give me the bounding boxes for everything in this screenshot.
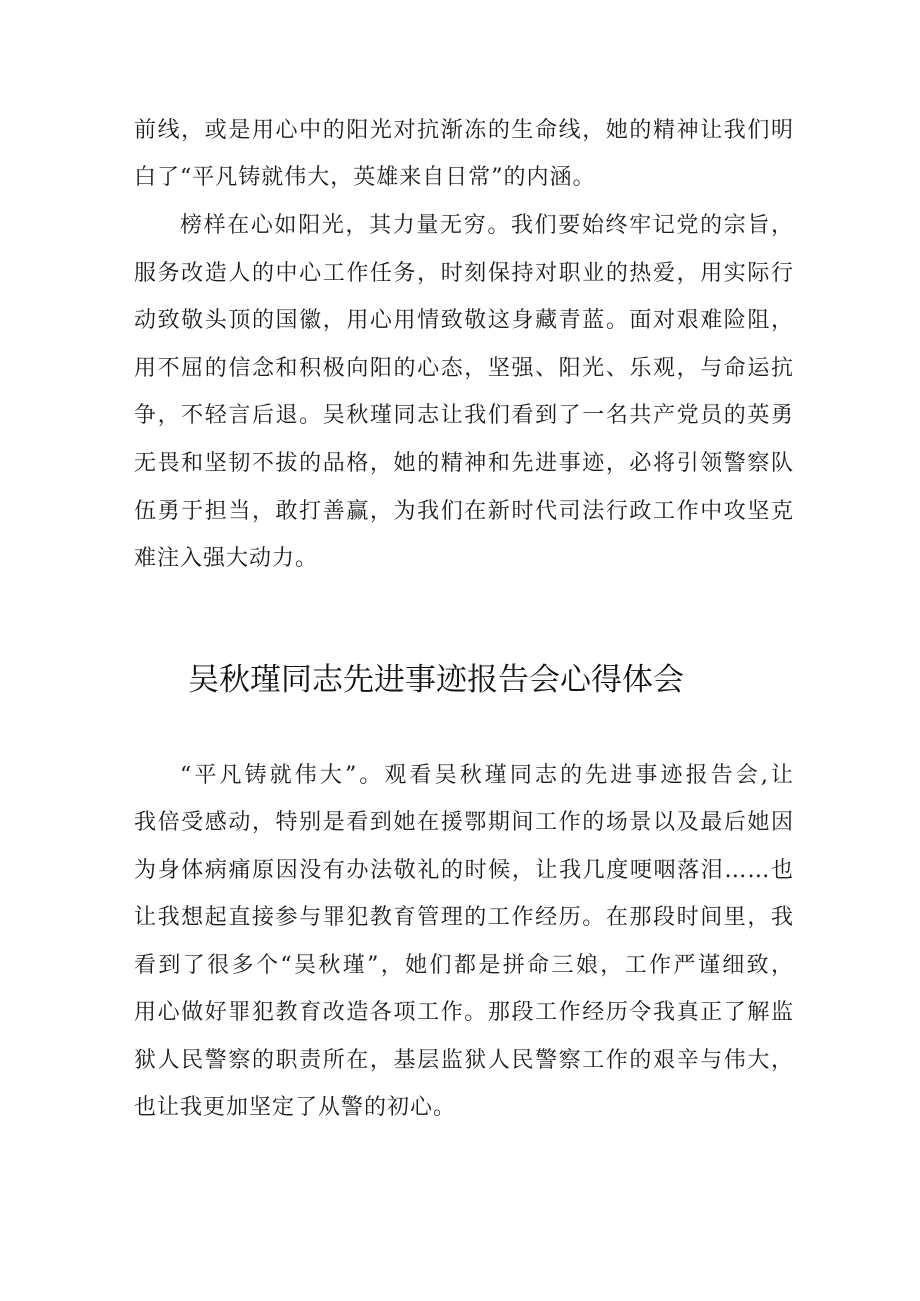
article-line: 看到了很多个“吴秋瑾”，她们都是拼命三娘，工作严谨细致， [134,953,794,978]
paragraph-line: 动致敬头顶的国徽，用心用情致敬这身藏青蓝。面对艰难险阻， [134,308,794,333]
paragraph-line: 争，不轻言后退。吴秋瑾同志让我们看到了一名共产党员的英勇 [134,403,794,428]
paragraph-line: 难注入强大动力。 [134,546,319,571]
article-line: 为身体病痛原因没有办法敬礼的时候，让我几度哽咽落泪……也 [134,858,794,883]
paragraph-line: 用不屈的信念和积极向阳的心态，坚强、阳光、乐观，与命运抗 [134,356,794,381]
article-line: 我倍受感动，特别是看到她在援鄂期间工作的场景以及最后她因 [134,810,794,835]
article-line: 也让我更加坚定了从警的初心。 [134,1095,457,1120]
article-line: 让我想起直接参与罪犯教育管理的工作经历。在那段时间里，我 [134,905,794,930]
paragraph-line: 榜样在心如阳光，其力量无穷。我们要始终牢记党的宗旨， [180,213,794,238]
article-line: 狱人民警察的职责所在，基层监狱人民警察工作的艰辛与伟大， [134,1048,794,1073]
paragraph-line: 白了“平凡铸就伟大，英雄来自日常”的内涵。 [134,165,596,190]
paragraph-line: 前线，或是用心中的阳光对抗渐冻的生命线，她的精神让我们明 [134,118,794,143]
article-line: “平凡铸就伟大”。观看吴秋瑾同志的先进事迹报告会,让 [180,763,794,788]
paragraph-line: 无畏和坚韧不拔的品格，她的精神和先进事迹，必将引领警察队 [134,451,794,476]
paragraph-line: 伍勇于担当，敢打善赢，为我们在新时代司法行政工作中攻坚克 [134,499,794,524]
article-line: 用心做好罪犯教育改造各项工作。那段工作经历令我真正了解监 [134,1000,794,1025]
article-title: 吴秋瑾同志先进事迹报告会心得体会 [188,662,684,698]
paragraph-line: 服务改造人的中心工作任务，时刻保持对职业的热爱，用实际行 [134,261,794,286]
